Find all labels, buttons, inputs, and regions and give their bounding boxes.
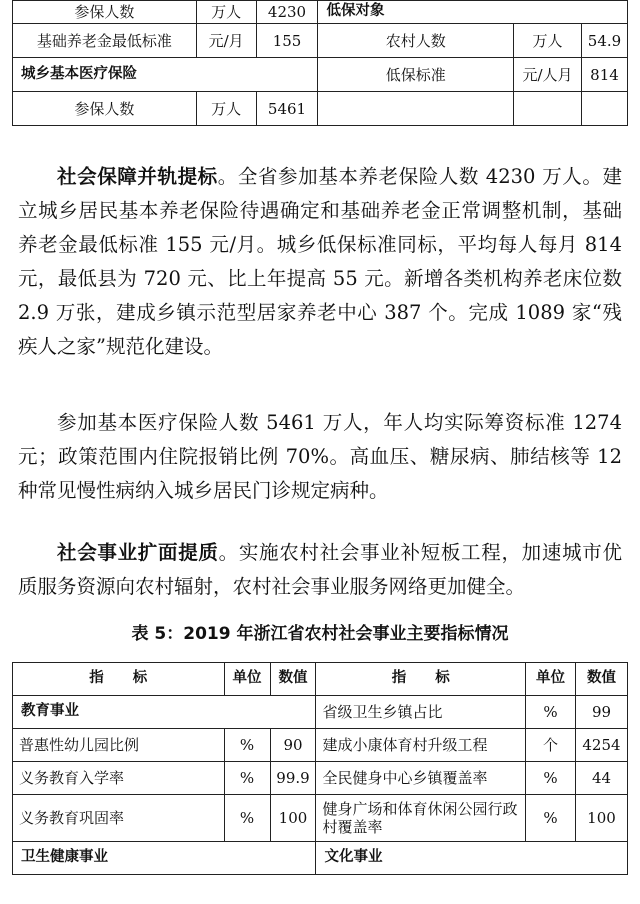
table-cell xyxy=(581,92,627,126)
column-header: 指 标 xyxy=(13,663,225,696)
section-header: 城乡基本医疗保险 xyxy=(13,58,318,92)
paragraph-text: 。全省参加基本养老保险人数 4230 万人。建立城乡居民基本养老保险待遇确定和基础养老金正常调整机制，基础养老金最低标准 155 元/月。城乡低保标准同标，平均每人每月 814 元，最低县为 720 元、比上年提高 55 元。新增各类机构养老床位数 2.9 万张，建成乡镇示范型居家养老中心 387 个。完成 1089 家“残疾人之家”规范化建设。 xyxy=(18,165,622,358)
table-cell: 全民健身中心乡镇覆盖率 xyxy=(316,762,526,795)
table-cell xyxy=(514,92,582,126)
table-cell: 农村人数 xyxy=(318,24,514,58)
table-cell: 99.9 xyxy=(270,762,316,795)
table-cell: 个 xyxy=(526,729,576,762)
paragraph-lead: 社会保障并轨提标 xyxy=(57,165,218,188)
table-cell: 100 xyxy=(575,795,627,842)
table-cell: 建成小康体育村升级工程 xyxy=(316,729,526,762)
table-cell: 元/人月 xyxy=(514,58,582,92)
paragraph-social-security xyxy=(18,160,622,364)
table-caption: 表 5：2019 年浙江省农村社会事业主要指标情况 xyxy=(131,624,509,644)
table-cell: 基础养老金最低标准 xyxy=(13,24,197,58)
table-cell: 99 xyxy=(575,696,627,729)
table-row xyxy=(13,762,628,795)
table-cell: 低保标准 xyxy=(318,58,514,92)
table-cell: 100 xyxy=(270,795,316,842)
table-row xyxy=(13,842,628,875)
table-cell: 90 xyxy=(270,729,316,762)
table-cell: 万人 xyxy=(514,24,582,58)
section-header: 文化事业 xyxy=(316,842,628,875)
table-cell: 44 xyxy=(575,762,627,795)
table-cell: 5461 xyxy=(256,92,318,126)
section-header: 低保对象 xyxy=(318,1,628,24)
table-cell: 普惠性幼儿园比例 xyxy=(13,729,225,762)
table-cell: 155 xyxy=(256,24,318,58)
table-cell: 814 xyxy=(581,58,627,92)
table-cell: 省级卫生乡镇占比 xyxy=(316,696,526,729)
table-cell: % xyxy=(526,795,576,842)
table-row xyxy=(13,729,628,762)
table-cell: % xyxy=(224,729,270,762)
table-row xyxy=(13,795,628,842)
table-header-row xyxy=(13,663,628,696)
column-header: 单位 xyxy=(526,663,576,696)
table-cell: 义务教育巩固率 xyxy=(13,795,225,842)
table-cell: % xyxy=(224,762,270,795)
column-header: 数值 xyxy=(575,663,627,696)
column-header: 数值 xyxy=(270,663,316,696)
table-cell: 万人 xyxy=(196,92,256,126)
table-row xyxy=(13,58,628,92)
paragraph-text: 参加基本医疗保险人数 5461 万人，年人均实际筹资标准 1274 元；政策范围内住院报销比例 70%。高血压、糖尿病、肺结核等 12 种常见慢性病纳入城乡居民门诊规定病种。 xyxy=(18,411,622,502)
paragraph-lead: 社会事业扩面提质 xyxy=(57,541,219,564)
table-row xyxy=(13,696,628,729)
table-cell: % xyxy=(224,795,270,842)
table-cell: 参保人数 xyxy=(13,1,197,24)
table-row xyxy=(13,92,628,126)
table-cell: 参保人数 xyxy=(13,92,197,126)
table-cell: % xyxy=(526,696,576,729)
section-header: 卫生健康事业 xyxy=(13,842,316,875)
column-header: 单位 xyxy=(224,663,270,696)
table-cell: 54.9 xyxy=(581,24,627,58)
table-cell: 4230 xyxy=(256,1,318,24)
table-cell xyxy=(318,92,514,126)
table-row xyxy=(13,24,628,58)
section-header: 教育事业 xyxy=(13,696,316,729)
table-row xyxy=(13,1,628,24)
table-cell: 健身广场和体育休闲公园行政村覆盖率 xyxy=(316,795,526,842)
table-cell: 万人 xyxy=(196,1,256,24)
paragraph-medical-insurance xyxy=(18,406,622,508)
column-header: 指 标 xyxy=(316,663,526,696)
table-cell: 元/月 xyxy=(196,24,256,58)
table-cell: 义务教育入学率 xyxy=(13,762,225,795)
table-cell: % xyxy=(526,762,576,795)
paragraph-text: 。实施农村社会事业补短板工程，加速城市优质服务资源向农村辐射，农村社会事业服务网络更加健全。 xyxy=(18,541,622,598)
rural-social-indicators-table xyxy=(12,662,628,875)
paragraph-social-undertakings xyxy=(18,536,622,604)
social-security-table xyxy=(12,0,628,126)
table-cell: 4254 xyxy=(575,729,627,762)
